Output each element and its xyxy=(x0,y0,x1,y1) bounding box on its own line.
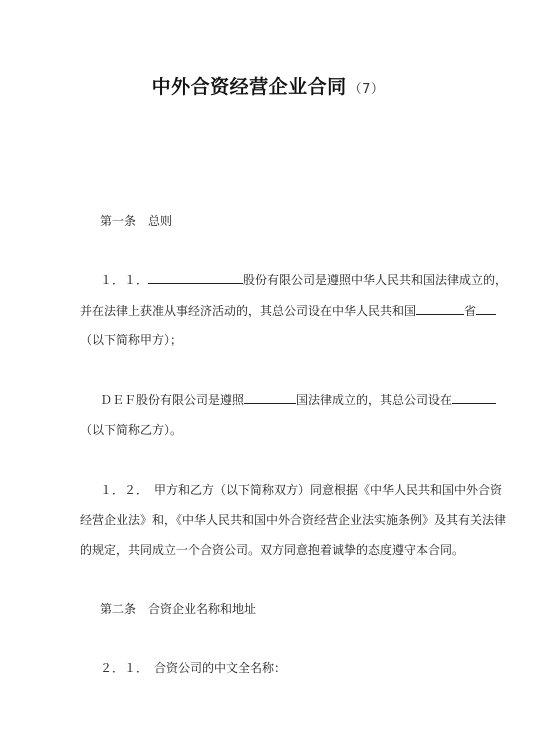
location-blank xyxy=(452,392,496,404)
clause-1-1-line1 xyxy=(100,272,507,287)
clause-1-2-line3: 的规定，共同成立一个合资公司。双方同意抱着诚挚的态度遵守本合同。 xyxy=(80,543,465,557)
clause-1-1-text: 股份有限公司是遵照中华人民共和国法律成立的， xyxy=(243,273,508,287)
clause-1-2-line1: １．２． 甲方和乙方（以下简称双方）同意根据《中华人民共和国中外合资 xyxy=(100,483,503,497)
country-blank xyxy=(244,392,296,404)
clause-1-1-line3: （以下简称甲方）； xyxy=(80,333,183,347)
company-name-blank xyxy=(148,272,243,284)
title-number: （7） xyxy=(348,82,385,97)
def-text-prefix: ＤＥＦ股份有限公司是遵照 xyxy=(100,393,245,407)
document-title xyxy=(0,72,536,99)
province-tail-blank xyxy=(476,303,496,315)
def-line1 xyxy=(100,392,496,407)
clause-1-1-number: １．１． xyxy=(100,273,149,287)
article2-heading: 第二条 合资企业名称和地址 xyxy=(100,602,257,616)
def-line2: （以下简称乙方）。 xyxy=(80,423,183,437)
clause-2-1: ２．１． 合资公司的中文全名称： xyxy=(100,661,287,675)
province-blank xyxy=(416,303,464,315)
province-label: 省 xyxy=(464,304,477,318)
clause-1-1-line2 xyxy=(80,303,496,318)
article1-heading: 第一条 总则 xyxy=(100,214,173,228)
def-text-mid: 国法律成立的，其总公司设在 xyxy=(296,393,453,407)
title-text: 中外合资经营企业合同 xyxy=(151,76,347,98)
clause-1-2-line2: 经营企业法》和，《中华人民共和国中外合资经营企业法实施条例》及其有关法律 xyxy=(80,513,507,527)
clause-1-1-line2-text: 并在法律上获准从事经济活动的，其总公司设在中华人民共和国 xyxy=(80,304,417,318)
